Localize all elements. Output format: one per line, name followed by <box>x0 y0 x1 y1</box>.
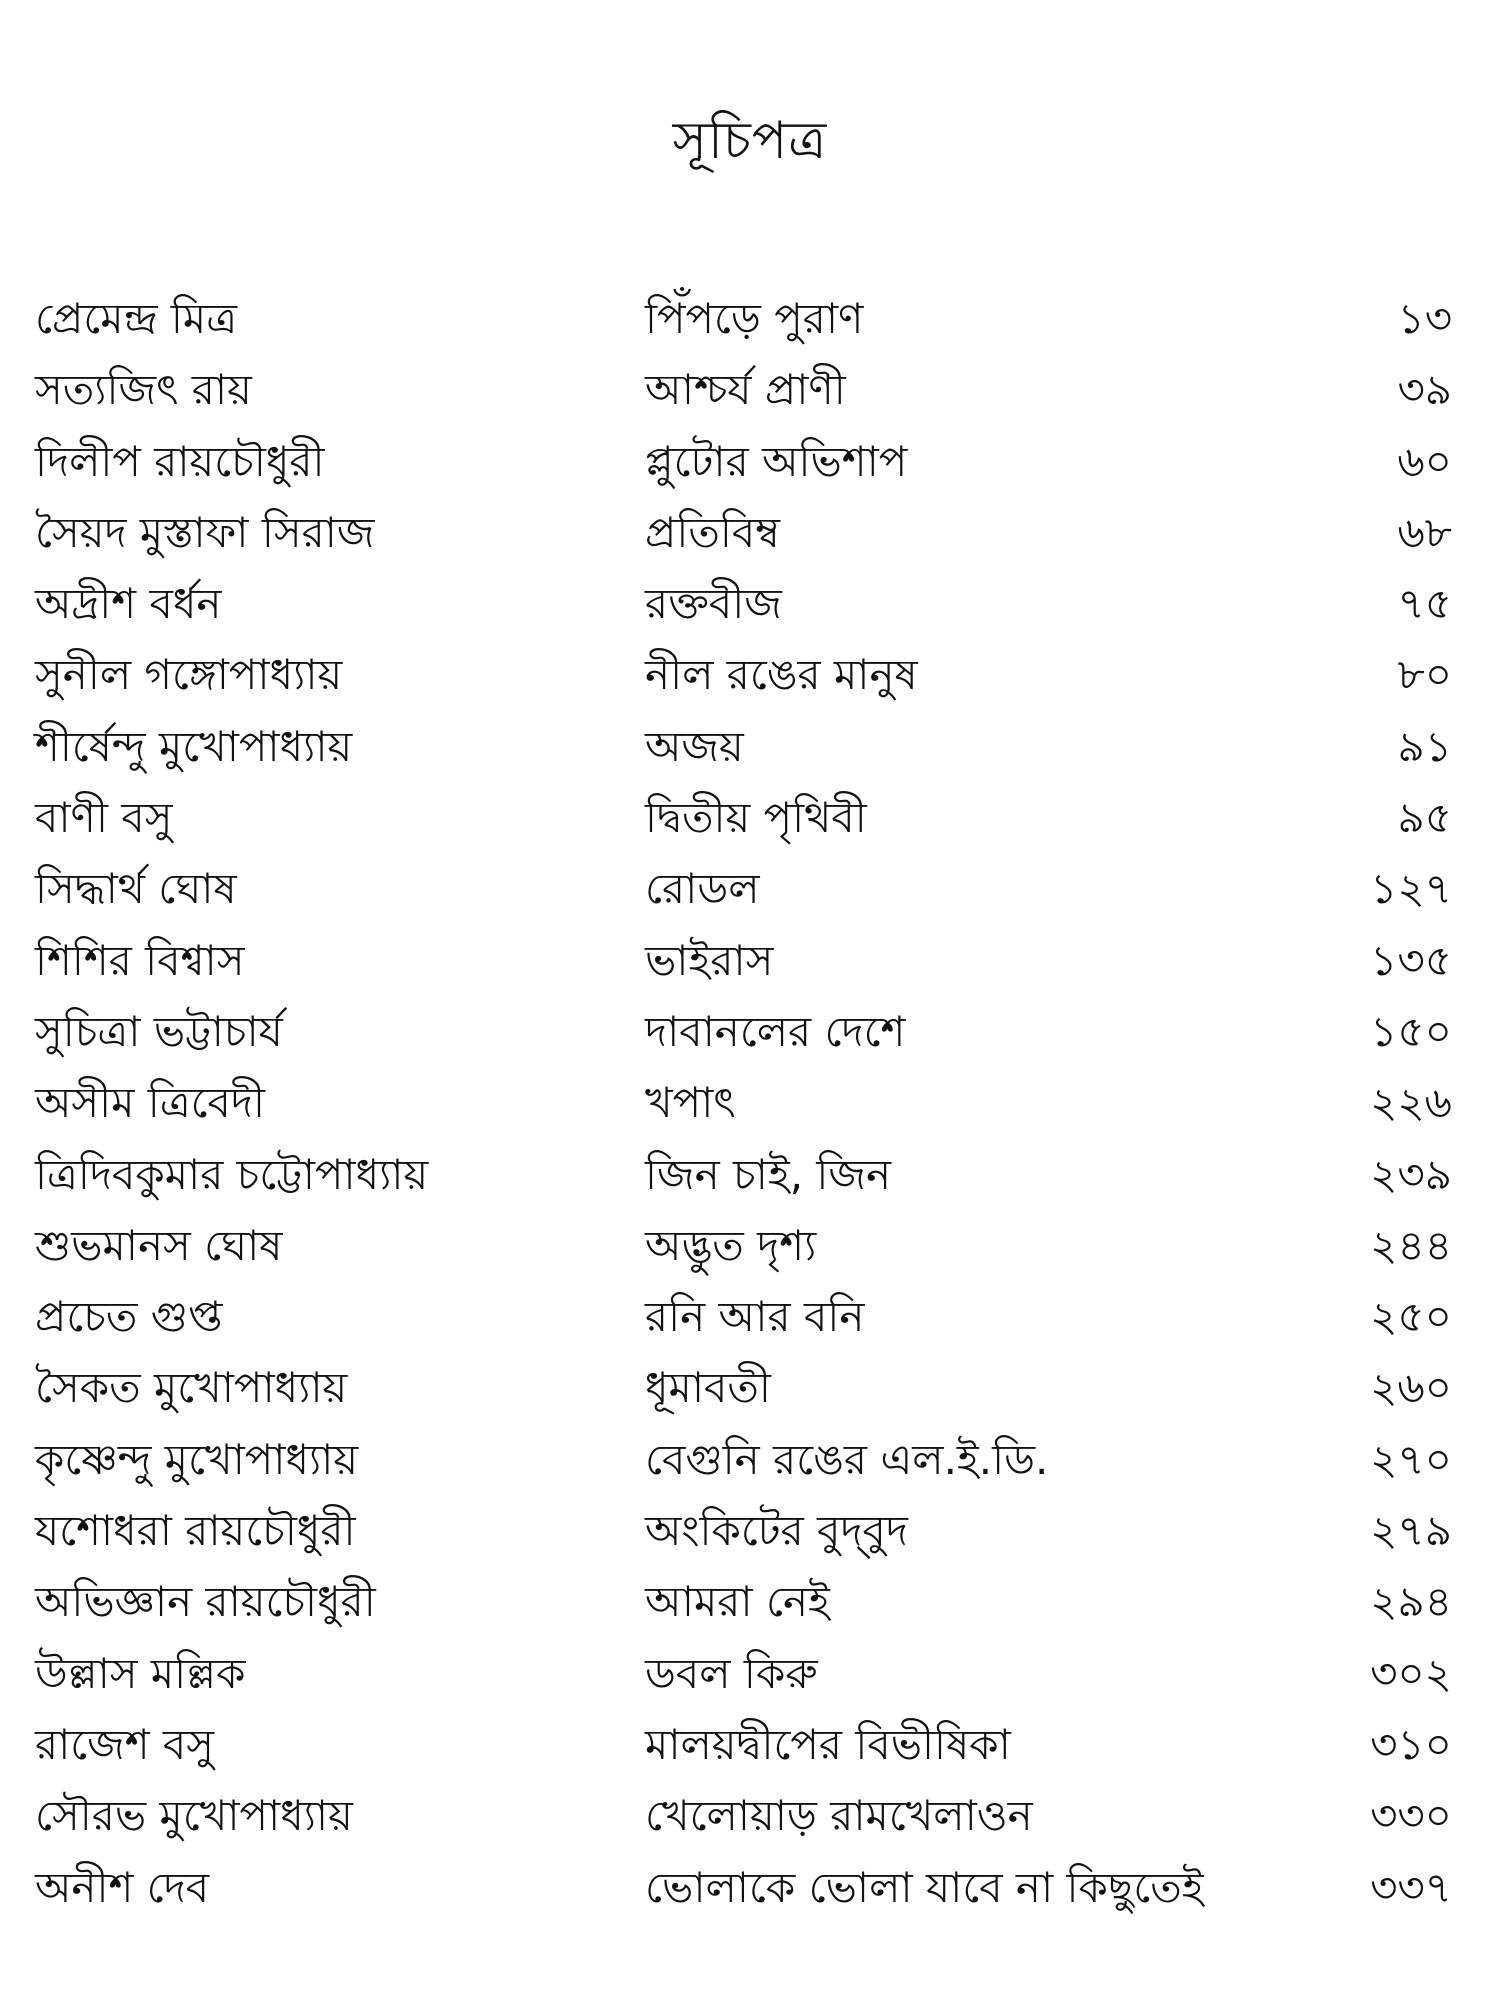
toc-entry <box>0 853 1500 924</box>
toc-entry <box>0 426 1500 497</box>
author-name: প্রচেত গুপ্ত <box>35 1292 223 1342</box>
toc-entry <box>0 996 1500 1067</box>
story-title: রোডল <box>645 864 760 914</box>
toc-entry <box>0 925 1500 996</box>
author-name: সত্যজিৎ রায় <box>35 365 252 415</box>
story-title: মালয়দ্বীপের বিভীষিকা <box>645 1719 1011 1769</box>
page-number: ১৩৫ <box>1370 935 1452 985</box>
story-title: দ্বিতীয় পৃথিবী <box>645 793 867 843</box>
author-name: সুচিত্রা ভট্টাচার্য <box>35 1006 283 1056</box>
page-number: ৯৫ <box>1397 793 1452 843</box>
page-number: ১৫০ <box>1370 1006 1452 1056</box>
page-number: ১৩ <box>1397 294 1452 343</box>
page-number: ২৪৪ <box>1370 1220 1452 1270</box>
page-number: ৩৩০ <box>1370 1791 1452 1841</box>
toc-entry <box>0 1852 1500 1923</box>
page-number: ৬৮ <box>1397 507 1452 557</box>
page-number: ৯১ <box>1397 721 1452 771</box>
table-of-contents <box>0 283 1500 1923</box>
author-name: ত্রিদিবকুমার চট্টোপাধ্যায় <box>35 1149 429 1199</box>
toc-entry <box>0 1709 1500 1780</box>
author-name: অভিজ্ঞান রায়চৌধুরী <box>35 1577 376 1627</box>
author-name: সিদ্ধার্থ ঘোষ <box>35 864 237 914</box>
page-number: ২৬০ <box>1370 1363 1452 1413</box>
author-name: অদ্রীশ বর্ধন <box>35 579 222 629</box>
toc-entry <box>0 354 1500 425</box>
toc-entry <box>0 1352 1500 1423</box>
story-title: প্লুটোর অভিশাপ <box>645 436 908 486</box>
story-title: খপাৎ <box>645 1078 736 1128</box>
page-number: ৭৫ <box>1397 579 1452 629</box>
page-number: ৩১০ <box>1370 1719 1452 1769</box>
author-name: প্রেমেন্দ্র মিত্র <box>35 294 238 343</box>
author-name: দিলীপ রায়চৌধুরী <box>35 436 325 486</box>
author-name: সুনীল গঙ্গোপাধ্যায় <box>35 650 343 700</box>
story-title: আমরা নেই <box>645 1577 830 1627</box>
author-name: শুভমানস ঘোষ <box>35 1220 283 1270</box>
story-title: অজয় <box>645 721 744 771</box>
author-name: সৈয়দ মুস্তাফা সিরাজ <box>35 507 375 557</box>
toc-entry <box>0 1566 1500 1637</box>
story-title: ধূমাবতী <box>645 1363 771 1413</box>
toc-entry <box>0 568 1500 639</box>
page-number: ৩০২ <box>1370 1648 1452 1698</box>
story-title: ভোলাকে ভোলা যাবে না কিছুতেই <box>645 1862 1204 1912</box>
toc-entry <box>0 1638 1500 1709</box>
page-number: ২৯৪ <box>1370 1577 1452 1627</box>
toc-entry <box>0 1281 1500 1352</box>
page-number: ৩৯ <box>1397 365 1452 415</box>
page-number: ২৫০ <box>1370 1292 1452 1342</box>
page-number: ৮০ <box>1397 650 1452 700</box>
story-title: রনি আর বনি <box>645 1292 865 1342</box>
story-title: বেগুনি রঙের এল.ই.ডি. <box>645 1434 1049 1484</box>
story-title: প্রতিবিম্ব <box>645 507 781 557</box>
author-name: কৃষ্ণেন্দু মুখোপাধ্যায় <box>35 1434 359 1484</box>
toc-entry <box>0 1424 1500 1495</box>
toc-entry <box>0 1495 1500 1566</box>
story-title: ভাইরাস <box>645 935 774 985</box>
toc-entry <box>0 1780 1500 1851</box>
page-number: ২৭৯ <box>1370 1506 1452 1556</box>
author-name: শীর্ষেন্দু মুখোপাধ্যায় <box>35 721 353 771</box>
page-number: ৩৩৭ <box>1370 1862 1452 1912</box>
author-name: উল্লাস মল্লিক <box>35 1648 246 1698</box>
story-title: ডবল কিরু <box>645 1648 818 1698</box>
author-name: রাজেশ বসু <box>35 1719 215 1769</box>
author-name: বাণী বসু <box>35 793 173 843</box>
author-name: শিশির বিশ্বাস <box>35 935 245 985</box>
page-number: ৬০ <box>1397 436 1452 486</box>
story-title: নীল রঙের মানুষ <box>645 650 918 700</box>
page-number: ২৭০ <box>1370 1434 1452 1484</box>
story-title: জিন চাই, জিন <box>645 1149 892 1199</box>
page-number: ২৩৯ <box>1370 1149 1452 1199</box>
page-title: সূচিপত্র <box>672 111 828 171</box>
story-title: খেলোয়াড় রামখেলাওন <box>645 1791 1033 1841</box>
toc-entry <box>0 497 1500 568</box>
story-title: আশ্চর্য প্রাণী <box>645 365 846 415</box>
author-name: যশোধরা রায়চৌধুরী <box>35 1506 356 1556</box>
story-title: অংকিটের বুদ্‌বুদ <box>645 1506 908 1556</box>
toc-entry <box>0 782 1500 853</box>
author-name: অসীম ত্রিবেদী <box>35 1078 266 1128</box>
author-name: সৈকত মুখোপাধ্যায় <box>35 1363 348 1413</box>
page-number: ১২৭ <box>1370 864 1452 914</box>
toc-entry <box>0 1210 1500 1281</box>
toc-entry <box>0 1067 1500 1138</box>
story-title: পিঁপড়ে পুরাণ <box>645 294 864 343</box>
toc-entry <box>0 283 1500 354</box>
toc-entry <box>0 1139 1500 1210</box>
page-number: ২২৬ <box>1370 1078 1452 1128</box>
author-name: সৌরভ মুখোপাধ্যায় <box>35 1791 353 1841</box>
story-title: অদ্ভুত দৃশ্য <box>645 1220 817 1270</box>
story-title: দাবানলের দেশে <box>645 1006 906 1056</box>
author-name: অনীশ দেব <box>35 1862 210 1912</box>
story-title: রক্তবীজ <box>645 579 782 629</box>
toc-entry <box>0 639 1500 710</box>
toc-entry <box>0 711 1500 782</box>
